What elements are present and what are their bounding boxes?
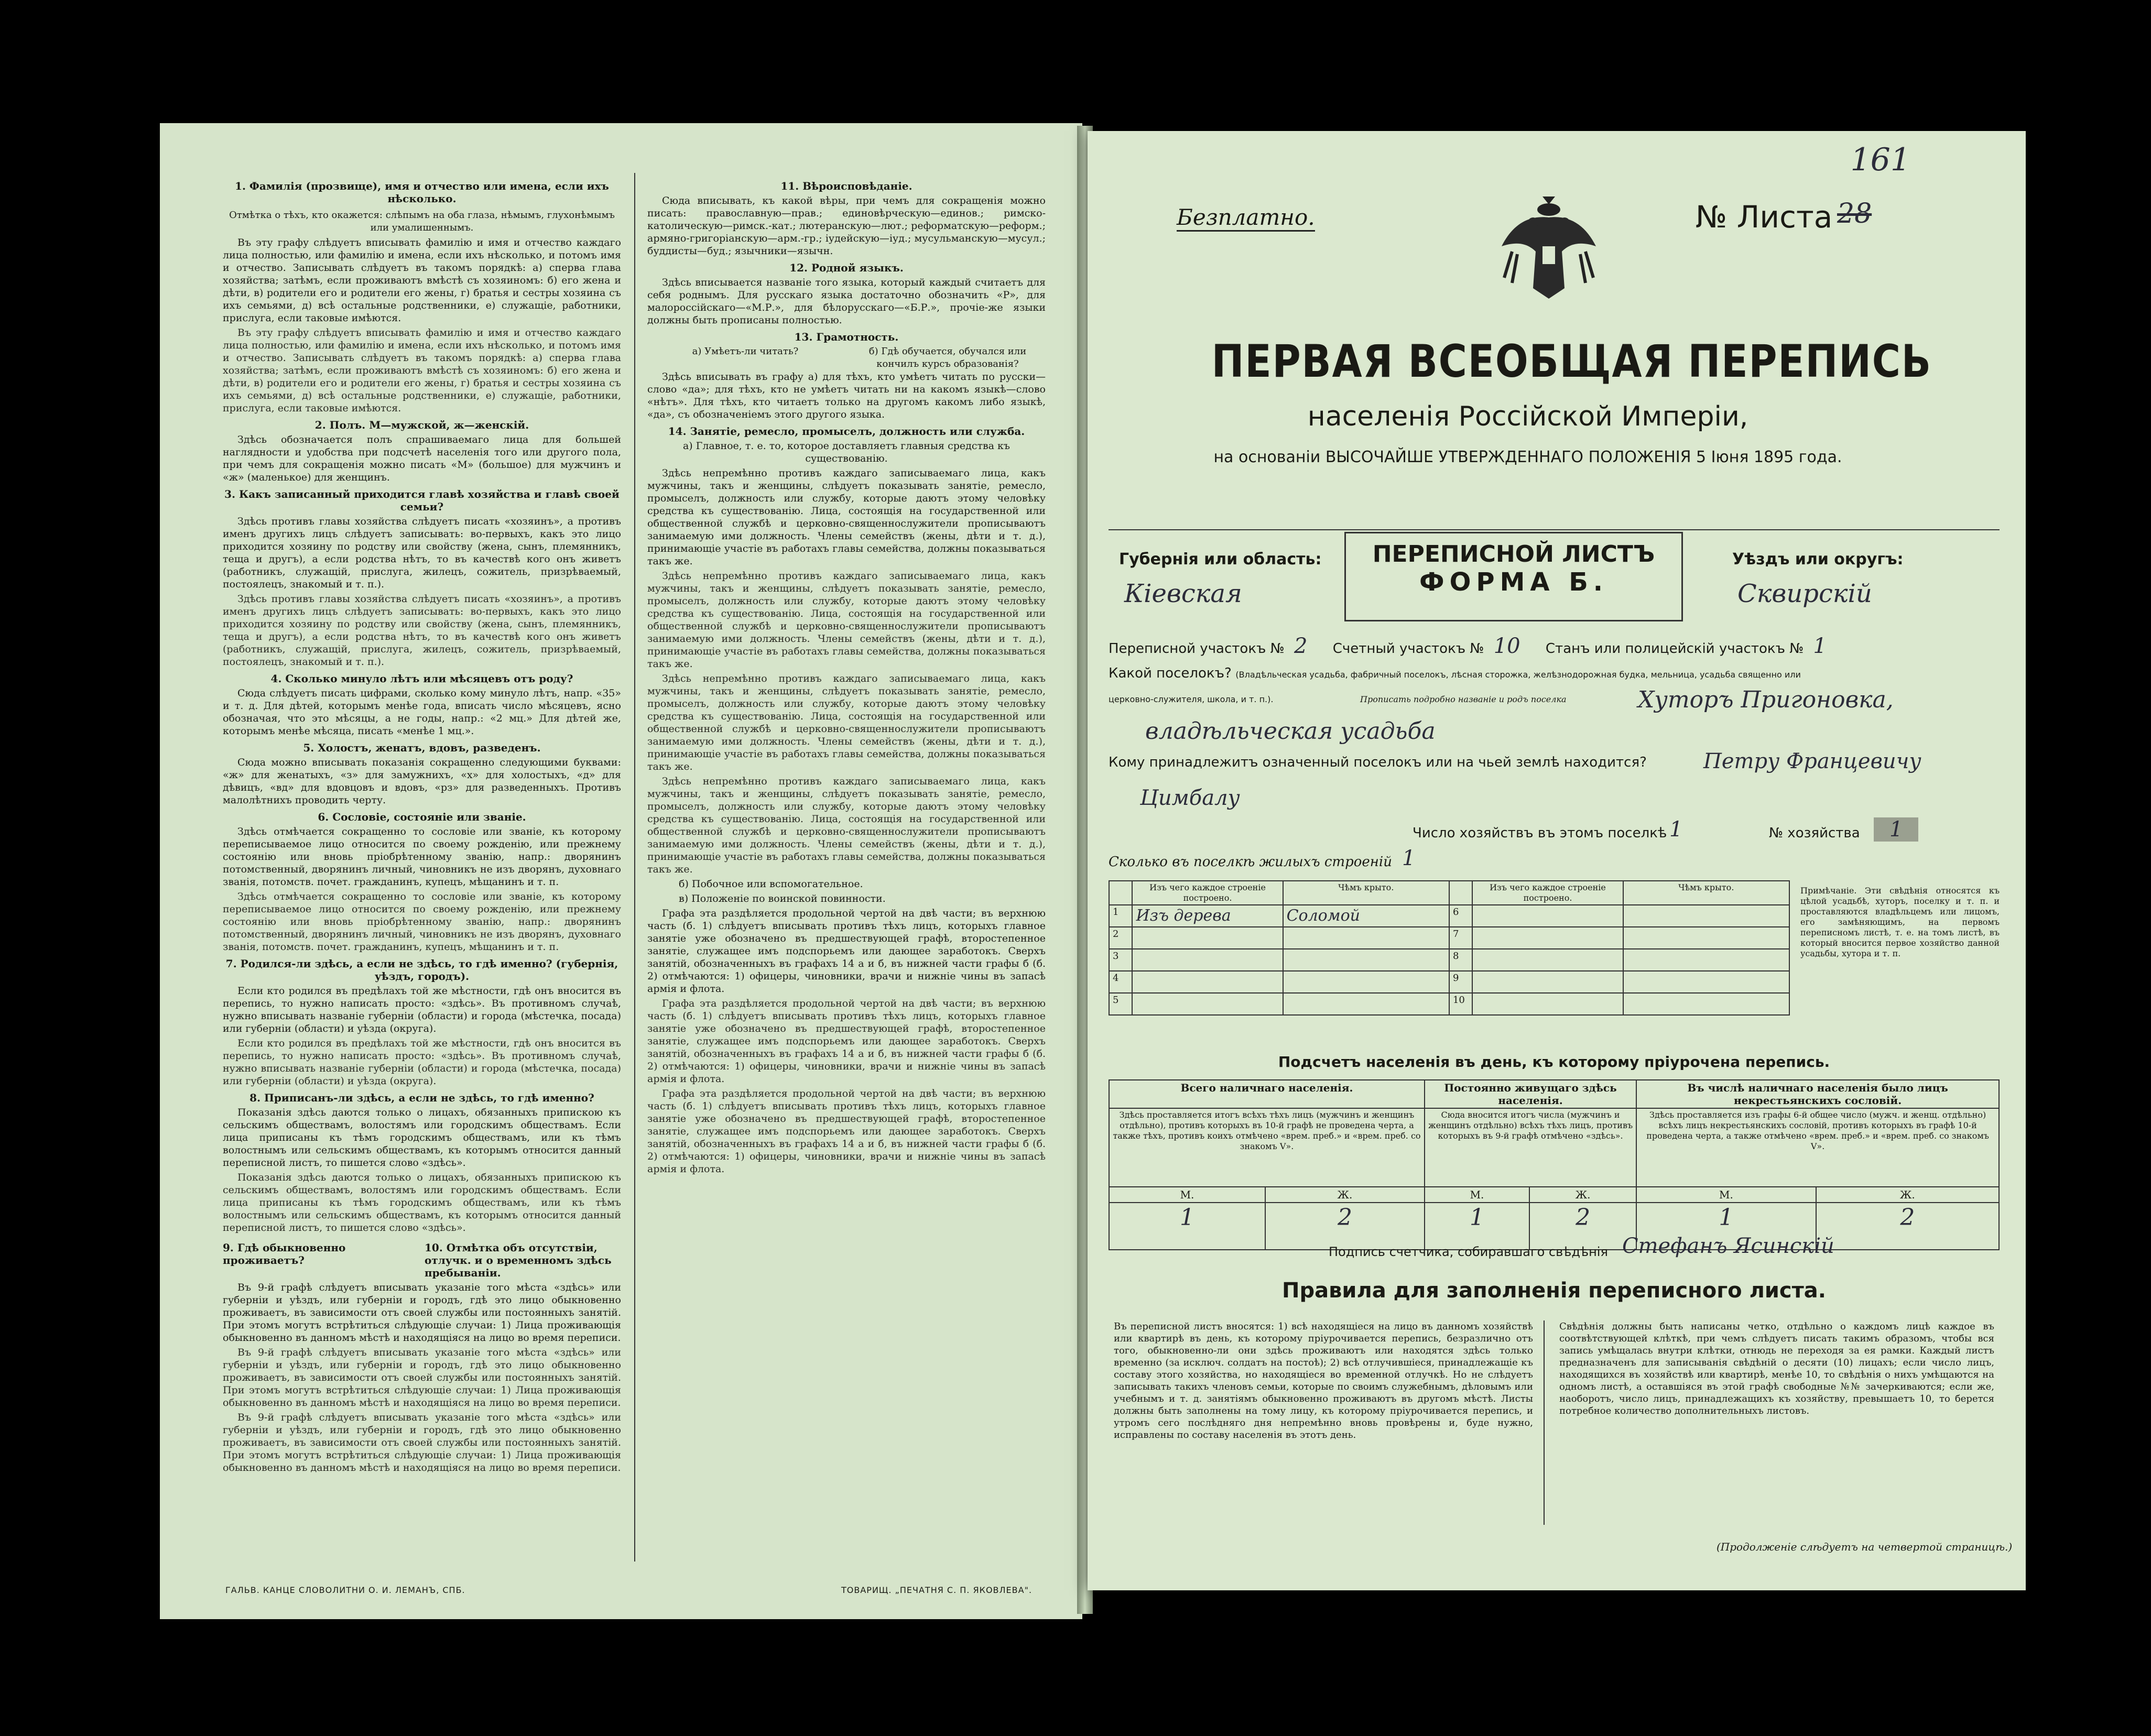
row-num: 9 xyxy=(1449,971,1472,993)
settlement-value: Хуторъ Пригоновка, xyxy=(1638,686,1894,713)
households-label: Число хозяйствъ въ этомъ поселкѣ xyxy=(1413,825,1667,841)
imperial-eagle-emblem xyxy=(1496,194,1601,304)
cell xyxy=(1283,993,1449,1015)
section-4-title: 4. Сколько минуло лѣтъ или мѣсяцевъ отъ роду? xyxy=(270,672,573,685)
cell xyxy=(1132,971,1283,993)
section-14-more: Графа эта раздѣляется продольной чертой на двѣ части; въ верхнюю часть (б. 1) слѣдуетъ вписывать противъ тѣхъ лицъ, которыхъ главное занятіе уже обозначено въ предшествующей графѣ, второстепенное занятіе, служащее имъ подспорьемъ или дающее заработокъ. Сверхъ занятій, обозначенныхъ въ графахъ 14 а и б, въ нижней части графы б (б. 2) отмѣчаются: 1) офицеры, чиновники, врачи и нижніе чины въ запасѣ армія и флота. xyxy=(647,908,1046,995)
pop-m-label: М. xyxy=(1636,1187,1816,1203)
section-11-title: 11. Вѣроисповѣданіе. xyxy=(780,180,912,192)
row1-roof: Соломой xyxy=(1283,905,1449,927)
section-10-title: 10. Отмѣтка объ отсутствіи, отлучк. и о временномъ здѣсь пребываніи. xyxy=(425,1241,612,1279)
buildings-th-roof-right: Чѣмъ крыто. xyxy=(1623,881,1789,905)
settlement-note-3: Прописать подробно названіе и родъ поселка xyxy=(1360,694,1567,704)
section-7-text: Если кто родился въ предѣлахъ той же мѣстности, гдѣ онъ вносится въ перепись, то нужно написать просто: «здѣсь». Въ противномъ случаѣ, нужно вписывать названіе губерніи (области) и города (мѣстечка, посада) или губерніи (области) и уѣзда (округа). xyxy=(223,985,621,1034)
cell xyxy=(1132,993,1283,1015)
continuation-note: (Продолженіе слѣдуетъ на четвертой страницѣ.) xyxy=(1717,1541,2013,1553)
row-num: 2 xyxy=(1109,927,1132,949)
section-5-title: 5. Холостъ, женатъ, вдовъ, разведенъ. xyxy=(303,741,541,754)
section-7-text-cont: Если кто родился въ предѣлахъ той же мѣстности, гдѣ онъ вносится въ перепись, то нужно написать просто: «здѣсь». Въ противномъ случаѣ, нужно вписывать названіе губерніи (области) и города (мѣстечка, посада) или губерніи (области) и уѣзда (округа). xyxy=(223,1038,621,1087)
row-num: 5 xyxy=(1109,993,1132,1015)
settlement-note-2: церковно-служителя, школа, и т. п.). xyxy=(1109,694,1274,704)
section-4-text: Сюда слѣдуетъ писать цифрами, сколько кому минуло лѣтъ, напр. «35» и т. д. Для дѣтей, которымъ менѣе года, вписать число мѣсяцевъ, ясно обозначая, что это мѣсяцы, а не годы, напр.: «2 мц.» Для дѣтей же, которымъ менѣе мѣсяца, писать «менѣе 1 мц.». xyxy=(223,687,621,737)
form-title-box xyxy=(1344,532,1683,621)
free-label: Безплатно. xyxy=(1177,204,1315,232)
cell xyxy=(1623,971,1789,993)
row-num: 4 xyxy=(1109,971,1132,993)
signature-value: Стефанъ Ясинскій xyxy=(1622,1234,1834,1258)
cell xyxy=(1132,949,1283,971)
section-1-subtitle: Отмѣтка о тѣхъ, кто окажется: слѣпымъ на оба глаза, нѣмымъ, глухонѣмымъ или умалишеннымъ. xyxy=(229,210,615,233)
buildings-label: Сколько въ поселкѣ жилыхъ строеній xyxy=(1109,854,1392,870)
row-num: 3 xyxy=(1109,949,1132,971)
total-male: 1 xyxy=(1109,1203,1265,1250)
sheet-number-value: 28 xyxy=(1837,198,1872,230)
pop-col1-desc: Здѣсь проставляется итогъ всѣхъ тѣхъ лицъ (мужчинъ и женщинъ отдѣльно), противъ которыхъ въ 10-й графѣ не проведена черта, а также тѣхъ, противъ коихъ отмѣчено «врем. преб.» и «врем. преб. со знакомъ V». xyxy=(1109,1108,1425,1187)
owner-value: Петру Францевичу xyxy=(1703,749,1921,773)
section-11-text: Сюда вписывать, къ какой вѣры, при чемъ для сокращенія можно писать: православную—прав.; единовѣрческую—единов.; римско-католическую—римск.-кат.; лютеранскую—лют.; реформатскую—реформ.; армяно-григоріанскую—арм.-гр.; іудейскую—іуд.; мусульманскую—мусул.; буддисты—буд.; язычники—язычн. xyxy=(647,195,1046,257)
column-divider xyxy=(634,173,635,1562)
cell xyxy=(1472,949,1623,971)
buildings-th-material-right: Изъ чего каждое строеніе построено. xyxy=(1472,881,1623,905)
owner-value-2: Цимбалу xyxy=(1140,786,1240,810)
section-13a: а) Умѣетъ-ли читать? xyxy=(692,346,799,357)
pop-m-label: М. xyxy=(1109,1187,1265,1203)
census-subtitle: населенія Россійской Имперіи, xyxy=(1307,401,1748,432)
guberniya-value: Кіевская xyxy=(1124,579,1242,608)
rules-title: Правила для заполненія переписного листа. xyxy=(1282,1279,1826,1303)
section-6-title: 6. Сословіе, состояніе или званіе. xyxy=(318,811,526,823)
resident-female: 2 xyxy=(1529,1203,1636,1250)
section-6-text: Здѣсь отмѣчается сокращенно то сословіе или званіе, къ которому переписываемое лицо относится по своему рожденію, или прежнему состоянію или вновь пріобрѣтенному званію, напр.: дворянинъ потомственный, дворянинъ личный, чиновникъ не изъ дворянъ, духовнаго званія, потомств. почет. гражданинъ, купецъ, мѣщанинъ и т. п. xyxy=(223,826,621,888)
section-13b: б) Гдѣ обучается, обучался или кончилъ курсъ образованія? xyxy=(868,346,1027,369)
nonpeasant-female: 2 xyxy=(1816,1203,1999,1250)
section-9-text-cont-2: Въ 9-й графѣ слѣдуетъ вписывать указаніе того мѣста «здѣсь» или губерніи и уѣздъ, или губерніи и городъ, гдѣ это лицо обыкновенно проживаетъ, въ зависимости отъ своей службы или постоянныхъ занятій. При этомъ могутъ встрѣтиться слѣдующіе случаи: 1) Лица проживающія обыкновенно въ данномъ мѣстѣ и находящіяся на лицо во время переписи. xyxy=(223,1412,621,1473)
census-basis: на основаніи ВЫСОЧАЙШЕ УТВЕРЖДЕННАГО ПОЛОЖЕНІЯ 5 Іюня 1895 года. xyxy=(1213,448,1842,466)
uezd-label: Уѣздъ или округъ: xyxy=(1732,550,1904,569)
row-num: 10 xyxy=(1449,993,1472,1015)
census-title: ПЕРВАЯ ВСЕОБЩАЯ ПЕРЕПИСЬ xyxy=(1211,335,1932,388)
pop-zh-label: Ж. xyxy=(1529,1187,1636,1203)
cell xyxy=(1132,927,1283,949)
cell xyxy=(1623,927,1789,949)
section-8-text: Показанія здѣсь даются только о лицахъ, обязанныхъ припискою къ сельскимъ обществамъ, волостямъ или городскимъ обществамъ. Если лица приписаны къ тѣмъ городскимъ обществамъ, или къ тѣмъ волостнымъ или сельскимъ обществамъ, къ которымъ относится данный переписной листъ, то пишется слово «здѣсь». xyxy=(223,1107,621,1169)
settlement-note: (Владѣльческая усадьба, фабричный поселокъ, лѣсная сторожка, желѣзнодорожная будка, мельница, усадьба священно или xyxy=(1235,670,1801,680)
stan-value: 1 xyxy=(1813,634,1827,658)
settlement-line xyxy=(1109,665,2000,681)
form-title-line2: ФОРМА Б. xyxy=(1419,567,1609,597)
rules-right-text: Свѣдѣнія должны быть написаны четко, отдѣльно о каждомъ лицѣ каждое въ соотвѣтствующей клѣткѣ, при чемъ слѣдуетъ писать такимъ образомъ, чтобы вся запись умѣщалась внутри клѣтки, отнюдь не переходя за ея рамки. Каждый листъ предназначенъ для записыванія свѣдѣній о десяти (10) лицахъ; если число лицъ, находящихся въ хозяйствѣ или квартирѣ, менѣе 10, то свѣдѣнія о нихъ умѣщаются на одномъ листѣ, а оставшіяся въ этой графѣ свободные №№ зачеркиваются; если же, наоборотъ, число лицъ, принадлежащихъ къ хозяйству, превышаетъ 10, то беретcя потребное количество дополнительныхъ листовъ. xyxy=(1559,1321,1994,1416)
pop-col3-desc: Здѣсь проставляется изъ графы 6-й общее число (мужч. и женщ. отдѣльно) всѣхъ лицъ некрестьянскихъ сословій, противъ которыхъ въ графѣ 10-й проведена черта, а также отмѣчено «врем. преб.» и «врем. преб. со знакомъ V». xyxy=(1636,1108,1999,1187)
section-1-text-cont: Въ эту графу слѣдуетъ вписывать фамилію и имя и отчество каждаго лица полностью, или фамилію и имена, если ихъ нѣсколько, и потомъ имя и отчество. Записывать слѣдуетъ въ такомъ порядкѣ: а) сперва глава хозяйства; затѣмъ, если проживаютъ вмѣстѣ съ хозяиномъ: б) его жена и дѣти, в) родители его и родители его жены, г) братья и сестры хозяина съ ихъ семьями, д) всѣ остальные родственники, е) служащіе, работники, прислуга, если таковые имѣются. xyxy=(223,327,621,414)
census-district-value: 2 xyxy=(1294,634,1308,658)
pop-zh-label: Ж. xyxy=(1816,1187,1999,1203)
section-1-text: Въ эту графу слѣдуетъ вписывать фамилію и имя и отчество каждаго лица полностью, или фамилію и имена, если ихъ нѣсколько, и потомъ имя и отчество. Записывать слѣдуетъ въ такомъ порядкѣ: а) сперва глава хозяйства; затѣмъ, если проживаютъ вмѣстѣ съ хозяиномъ: б) его жена и дѣти, в) родители его и родители его жены, г) братья и сестры хозяина съ ихъ семьями, д) всѣ остальные родственники, е) служащіе, работники, прислуга, если таковые имѣются. xyxy=(223,237,621,324)
buildings-th-no-right xyxy=(1449,881,1472,905)
cell xyxy=(1283,927,1449,949)
households-value: 1 xyxy=(1669,817,1683,842)
nonpeasant-male: 1 xyxy=(1636,1203,1816,1250)
pop-col2-desc: Сюда вносится итогъ числа (мужчинъ и женщинъ отдѣльно) всѣхъ тѣхъ лицъ, противъ которыхъ въ 9-й графѣ отмѣчено «здѣсь». xyxy=(1425,1108,1636,1187)
cell xyxy=(1472,993,1623,1015)
section-13-text: Здѣсь вписывать въ графу а) для тѣхъ, кто умѣетъ читать по русски—слово «да»; для тѣхъ, кто не умѣетъ читать ни на какомъ языкѣ—слово «нѣтъ». Для тѣхъ, кто читаетъ только на другомъ какомъ либо языкѣ, «да», съ обозначеніемъ этого другого языка. xyxy=(647,371,1046,420)
left-column-2 xyxy=(647,176,1046,1177)
cell xyxy=(1472,971,1623,993)
owner-label: Кому принадлежитъ означенный поселокъ или на чьей землѣ находится? xyxy=(1109,755,1647,770)
population-title: Подсчетъ населенія въ день, къ которому пріурочена перепись. xyxy=(1278,1053,1830,1071)
household-no-label: № хозяйства xyxy=(1769,825,1860,841)
section-14-text-cont: Здѣсь непремѣнно противъ каждаго записываемаго лица, какъ мужчины, такъ и женщины, слѣдуетъ показывать занятіе, ремесло, промыселъ, должность или службу, которые даютъ этому человѣку средства къ существованію. Лица, состоящія на государственной или общественной службѣ и церковно-священнослужители прописываютъ занимаемую ими должность. Члены семействъ (жены, дѣти и т. д.), принимающіе участіе въ работахъ главы семейства, должны показываться такъ же. xyxy=(647,570,1046,670)
row-num: 7 xyxy=(1449,927,1472,949)
section-8-text-cont: Показанія здѣсь даются только о лицахъ, обязанныхъ припискою къ сельскимъ обществамъ, волостямъ или городскимъ обществамъ. Если лица приписаны къ тѣмъ городскимъ обществамъ, или къ тѣмъ волостнымъ или сельскимъ обществамъ, къ которымъ относится данный переписной листъ, то пишется слово «здѣсь». xyxy=(223,1172,621,1233)
cell xyxy=(1623,949,1789,971)
cell xyxy=(1623,905,1789,927)
section-14-title: 14. Занятіе, ремесло, промыселъ, должность или служба. xyxy=(668,425,1025,438)
section-1-title: 1. Фамилія (прозвище), имя и отчество или имена, если ихъ нѣсколько. xyxy=(235,180,609,205)
section-7-title: 7. Родился-ли здѣсь, а если не здѣсь, то гдѣ именно? (губернія, уѣздъ, городъ). xyxy=(225,957,618,982)
section-14-text-cont-2: Здѣсь непремѣнно противъ каждаго записываемаго лица, какъ мужчины, такъ и женщины, слѣдуетъ показывать занятіе, ремесло, промыселъ, должность или службу, которые даютъ этому человѣку средства къ существованію. Лица, состоящія на государственной или общественной службѣ и церковно-священнослужители прописываютъ занимаемую ими должность. Члены семействъ (жены, дѣти и т. д.), принимающіе участіе въ работахъ главы семейства, должны показываться такъ же. xyxy=(647,673,1046,772)
buildings-th-material-left: Изъ чего каждое строеніе построено. xyxy=(1132,881,1283,905)
guberniya-label: Губернія или область: xyxy=(1119,550,1322,569)
buildings-note: Примѣчаніе. Эти свѣдѣнія относятся къ цѣлой усадьбѣ, хуторъ, поселку и т. п. и проставляются владѣльцемъ или лицомъ, его замѣняющимъ, на первомъ переписномъ листѣ, т. е. на томъ листѣ, въ который вносится первое хозяйство данной усадьбы, хутора и т. п. xyxy=(1800,886,2000,958)
row-num: 1 xyxy=(1109,905,1132,927)
district-line xyxy=(1109,634,2000,658)
section-14-text: Здѣсь непремѣнно противъ каждаго записываемаго лица, какъ мужчины, такъ и женщины, слѣдуетъ показывать занятіе, ремесло, промыселъ, должность или службу, которые даютъ этому человѣку средства къ существованію. Лица, состоящія на государственной или общественной службѣ и церковно-священнослужители прописываютъ занимаемую ими должность. Члены семействъ (жены, дѣти и т. д.), принимающіе участіе въ работахъ главы семейства, должны показываться такъ же. xyxy=(647,467,1046,567)
cell xyxy=(1472,905,1623,927)
header-rule-top xyxy=(1109,529,2000,530)
section-14-more-cont: Графа эта раздѣляется продольной чертой на двѣ части; въ верхнюю часть (б. 1) слѣдуетъ вписывать противъ тѣхъ лицъ, которыхъ главное занятіе уже обозначено въ предшествующей графѣ, второстепенное занятіе, служащее имъ подспорьемъ или дающее заработокъ. Сверхъ занятій, обозначенныхъ въ графахъ 14 а и б, въ нижней части графы б (б. 2) отмѣчаются: 1) офицеры, чиновники, врачи и нижніе чины въ запасѣ армія и флота. xyxy=(647,998,1046,1085)
section-2-title: 2. Полъ. М—мужской, ж—женскій. xyxy=(314,419,529,431)
section-14c: в) Положеніе по воинской повинности. xyxy=(679,893,886,904)
section-3-text-cont: Здѣсь противъ главы хозяйства слѣдуетъ писать «хозяинъ», а противъ именъ другихъ лицъ слѣдуетъ записывать: во-первыхъ, какъ это лицо приходится хозяину по родству или свойству (жена, сынъ, племянникъ, теща и другъ), а если родства нѣтъ, то въ качествѣ кого онъ живетъ (работникъ, служащій, прислуга, жилецъ, сожитель, призрѣваемый, постоялецъ, знакомый и т. п.). xyxy=(223,593,621,668)
section-9-title: 9. Гдѣ обыкновенно проживаетъ? xyxy=(223,1241,346,1266)
signature-label: Подпись счетчика, собиравшаго свѣдѣнія xyxy=(1329,1244,1608,1259)
section-14-text-cont-3: Здѣсь непремѣнно противъ каждаго записываемаго лица, какъ мужчины, такъ и женщины, слѣдуетъ показывать занятіе, ремесло, промыселъ, должность или службу, которые даютъ этому человѣку средства къ существованію. Лица, состоящія на государственной или общественной службѣ и церковно-священнослужители прописываютъ занимаемую ими должность. Члены семействъ (жены, дѣти и т. д.), принимающіе участіе въ работахъ главы семейства, должны показываться такъ же. xyxy=(647,776,1046,875)
rules-left-text: Въ переписной листъ вносятся: 1) всѣ находящіеся на лицо въ данномъ хозяйствѣ или квартирѣ въ день, къ которому пріурочивается перепись, безразлично отъ того, обыкновенно-ли они здѣсь проживаютъ или находятся здѣсь только временно (за исключ. солдатъ на постоѣ); 2) всѣ отлучившіеся, принадлежащіе къ составу этого хозяйства, но находящіеся во временной отлучкѣ. Но не слѣдуетъ записывать такихъ членовъ семьи, которые по своимъ служебнымъ, дѣловымъ или учебнымъ и т. д. занятіямъ обыкновенно проживаютъ въ другомъ мѣстѣ. Листы должны быть заполнены на тому лицу, къ которому пріурочивается перепись, и утромъ сего послѣдняго дня непремѣнно вновь провѣрены и, буде нужно, исправлены по составу населенія въ этотъ день. xyxy=(1114,1321,1533,1440)
section-12-text: Здѣсь вписывается названіе того языка, который каждый считаетъ для себя роднымъ. Для русскаго языка достаточно обозначить «Р», для малороссійскаго—«М.Р.», для бѣлорусскаго—«Б.Р.», прочіе-же языки должны быть прописаны полностью. xyxy=(647,277,1046,326)
left-footer-printer: ГАЛЬВ. КАНЦЕ СЛОВОЛИТНИ О. И. ЛЕМАНЪ, СПБ. xyxy=(225,1585,465,1595)
section-8-title: 8. Приписанъ-ли здѣсь, а если не здѣсь, то гдѣ именно? xyxy=(249,1091,594,1104)
buildings-th-no xyxy=(1109,881,1132,905)
section-13-title: 13. Грамотность. xyxy=(794,331,899,343)
pop-col2-head: Постоянно живущаго здѣсь населенія. xyxy=(1425,1080,1636,1108)
total-female: 2 xyxy=(1265,1203,1425,1250)
buildings-table xyxy=(1109,880,1790,1016)
section-5-text: Сюда можно вписывать показанія сокращенно следующими буквами: «ж» для женатыхъ, «з» для замужнихъ, «х» для холостыхъ, «д» для дѣвицъ, «вд» для вдовцовъ и вдовъ, «рз» для разведенныхъ. Противъ малолѣтнихъ проводить черту. xyxy=(223,757,621,806)
cell xyxy=(1472,927,1623,949)
count-district-value: 10 xyxy=(1493,634,1520,658)
section-12-title: 12. Родной языкъ. xyxy=(789,261,904,274)
section-9-text-cont: Въ 9-й графѣ слѣдуетъ вписывать указаніе того мѣста «здѣсь» или губерніи и уѣздъ, или губерніи и городъ, гдѣ это лицо обыкновенно проживаетъ, въ зависимости отъ своей службы или постоянныхъ занятій. При этомъ могутъ встрѣтиться слѣдующіе случаи: 1) Лица проживающія обыкновенно въ данномъ мѣстѣ и находящіяся на лицо во время переписи. xyxy=(223,1347,621,1409)
corner-archive-number: 161 xyxy=(1850,141,1910,178)
resident-male: 1 xyxy=(1425,1203,1529,1250)
section-14b: б) Побочное или вспомогательное. xyxy=(679,878,863,890)
census-district-label: Переписной участокъ № xyxy=(1109,641,1285,657)
section-3-text: Здѣсь противъ главы хозяйства слѣдуетъ писать «хозяинъ», а противъ именъ другихъ лицъ слѣдуетъ записывать: во-первыхъ, какъ это лицо приходится хозяину по родству или свойству (жена, сынъ, племянникъ, теща и другъ), а если родства нѣтъ, то въ качествѣ кого онъ живетъ (работникъ, служащій, прислуга, жилецъ, сожитель, призрѣваемый, постоялецъ, знакомый и т. п.). xyxy=(223,516,621,590)
row-num: 8 xyxy=(1449,949,1472,971)
section-2-text: Здѣсь обозначается полъ спрашиваемаго лица для большей наглядности и удобства при подсчетѣ населенія того или другого пола, при чемъ для сокращенія можно писать «М» (большое) для мужчинъ и «ж» (маленькое) для женщинъ. xyxy=(223,434,621,483)
section-6-text-cont: Здѣсь отмѣчается сокращенно то сословіе или званіе, къ которому переписываемое лицо относится по своему рожденію, или прежнему состоянію или вновь пріобрѣтенному званію, напр.: дворянинъ потомственный, дворянинъ личный, чиновникъ не изъ дворянъ, духовнаго званія, потомств. почет. гражданинъ, купецъ, мѣщанинъ и т. п. xyxy=(223,891,621,953)
section-14a: а) Главное, т. е. то, которое доставляетъ главныя средства къ существованію. xyxy=(682,440,1010,464)
cell xyxy=(1283,971,1449,993)
pop-zh-label: Ж. xyxy=(1265,1187,1425,1203)
row1-material: Изъ дерева xyxy=(1132,905,1283,927)
count-district-label: Счетный участокъ № xyxy=(1332,641,1484,657)
form-title-line1: ПЕРЕПИСНОЙ ЛИСТЪ xyxy=(1372,541,1655,567)
settlement-value-2: владѣльческая усадьба xyxy=(1145,718,1436,745)
pop-col1-head: Всего наличнаго населенія. xyxy=(1109,1080,1425,1108)
section-14-more-cont-2: Графа эта раздѣляется продольной чертой на двѣ части; въ верхнюю часть (б. 1) слѣдуетъ вписывать противъ тѣхъ лицъ, которыхъ главное занятіе уже обозначено въ предшествующей графѣ, второстепенное занятіе, служащее имъ подспорьемъ или дающее заработокъ. Сверхъ занятій, обозначенныхъ въ графахъ 14 а и б, въ нижней части графы б (б. 2) отмѣчаются: 1) офицеры, чиновники, врачи и нижніе чины въ запасѣ армія и флота. xyxy=(647,1088,1046,1175)
pop-col3-head: Въ числѣ наличнаго населенія было лицъ некрестьянскихъ сословій. xyxy=(1636,1080,1999,1108)
rules-divider xyxy=(1544,1320,1545,1525)
uezd-value: Сквирскій xyxy=(1737,579,1872,608)
buildings-value: 1 xyxy=(1402,846,1416,870)
population-table xyxy=(1109,1079,2000,1250)
right-page xyxy=(1088,131,2026,1590)
household-no-value: 1 xyxy=(1874,817,1918,842)
row-num: 6 xyxy=(1449,905,1472,927)
pop-m-label: М. xyxy=(1425,1187,1529,1203)
section-3-title: 3. Какъ записанный приходится главѣ хозяйства и главѣ своей семьи? xyxy=(224,488,620,513)
left-column-1 xyxy=(223,176,621,1476)
left-page xyxy=(160,123,1082,1619)
section-9-text: Въ 9-й графѣ слѣдуетъ вписывать указаніе того мѣста «здѣсь» или губерніи и уѣздъ, или губерніи и городъ, гдѣ это лицо обыкновенно проживаетъ, въ зависимости отъ своей службы или постоянныхъ занятій. При этомъ могутъ встрѣтиться слѣдующіе случаи: 1) Лица проживающія обыкновенно въ данномъ мѣстѣ и находящіяся на лицо во время переписи. xyxy=(223,1282,621,1344)
cell xyxy=(1623,993,1789,1015)
stan-label: Станъ или полицейскій участокъ № xyxy=(1545,641,1804,657)
right-footer-printer: ТОВАРИЩ. „ПЕЧАТНЯ С. П. ЯКОВЛЕВА". xyxy=(841,1585,1033,1595)
cell xyxy=(1283,949,1449,971)
settlement-label: Какой поселокъ? xyxy=(1109,665,1232,681)
buildings-th-roof-left: Чѣмъ крыто. xyxy=(1283,881,1449,905)
sheet-number-label: № Листа xyxy=(1696,199,1833,235)
